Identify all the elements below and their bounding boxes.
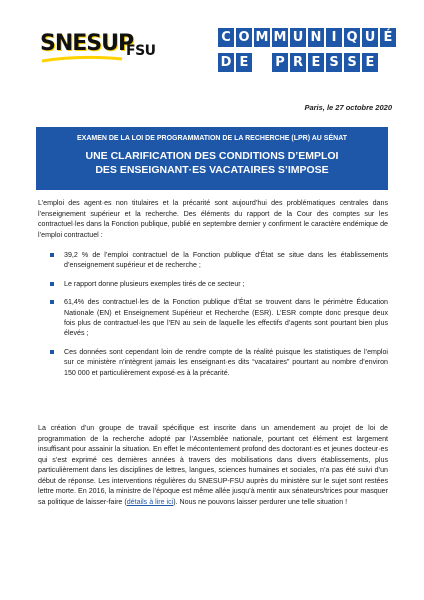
- dateline: Paris, le 27 octobre 2020: [304, 103, 392, 112]
- bullet-square-icon: [50, 253, 54, 257]
- intro-paragraph: L’emploi des agent·es non titulaires et la précarité sont aujourd’hui des problématiques centrales dans l’enseignement supérieur et la recherche. Des éléments du rapport de la Cour des comptes sur les contractuel·les dans la Fonction publique, publié en septembre dernier y confirment le caractère endémique de l’emploi contractuel :: [38, 199, 388, 239]
- title-letter-tile: U: [362, 28, 378, 47]
- bullet-square-icon: [50, 282, 54, 286]
- title-letter-tile: C: [218, 28, 234, 47]
- list-item: [50, 250, 388, 271]
- headline-line-1: UNE CLARIFICATION DES CONDITIONS D’EMPLOI: [85, 150, 339, 162]
- title-letter-tile: Q: [344, 28, 360, 47]
- title-row-communique: [218, 28, 396, 47]
- title-letter-tile: M: [273, 30, 287, 45]
- snesup-fsu-logo: [40, 27, 160, 67]
- list-item: [50, 347, 388, 378]
- bullet-text: Le rapport donne plusieurs exemples tirés de ce secteur ;: [64, 279, 245, 288]
- title-letter-tile: U: [290, 28, 306, 47]
- body-paragraph: [38, 423, 388, 507]
- title-letter-tile: [254, 53, 270, 72]
- bullet-text: Ces données sont cependant loin de rendre compte de la réalité puisque les statistiques de l’emploi sur ce ministère n’intègrent jamais les enseignant·es dits “vacataires” pourtant au nombre d’environ 150 000 et particulièrement exposé·es à la précarité.: [64, 347, 388, 377]
- title-letter-tile: E: [236, 53, 252, 72]
- bullet-text: 39,2 % de l’emploi contractuel de la Fonction publique d’État se situe dans les établissements d’enseignement supérieur et de recherche ;: [64, 251, 388, 270]
- bullet-text: 61,4% des contractuel·les de la Fonction publique d’État se trouvent dans le périmètre Éducation Nationale (EN) et Enseignement Supérieur et Recherche (ESR). L’ESR compte donc presque deux fois plus de contractuel·les que l’EN au sein de laquelle les effectifs d’agents sont pourtant bien plus élevés ;: [64, 298, 388, 338]
- title-letter-tile: E: [362, 53, 378, 72]
- list-item: [50, 279, 388, 289]
- title-letter-tile: R: [290, 53, 306, 72]
- logo-union: FSU: [126, 43, 156, 59]
- title-letter-tile: I: [326, 28, 342, 47]
- title-row-de-presse: [218, 53, 396, 72]
- banner-kicker: EXAMEN DE LA LOI DE PROGRAMMATION DE LA RECHERCHE (LPR) AU SÉNAT: [76, 135, 348, 142]
- title-letter-tile: N: [308, 28, 324, 47]
- title-letter-tile: O: [236, 28, 252, 47]
- headline-line-2: DES ENSEIGNANT·ES VACATAIRES S’IMPOSE: [95, 164, 329, 176]
- list-item: [50, 297, 388, 339]
- banner-headline: [36, 149, 388, 177]
- title-letter-tile: É: [380, 28, 396, 47]
- title-letter-tile: S: [344, 53, 360, 72]
- body-text-end: ). Nous ne pouvons laisser perdurer une telle situation !: [173, 497, 348, 506]
- title-letter-tile: E: [308, 53, 324, 72]
- details-link[interactable]: détails à lire ici: [126, 497, 174, 506]
- headline-banner: [36, 127, 388, 190]
- logo-swoosh-icon: [40, 55, 124, 63]
- bullet-square-icon: [50, 300, 54, 304]
- title-letter-tile: P: [272, 53, 288, 72]
- logo-wordmark: SNESUP: [40, 31, 134, 56]
- title-letter-tile: S: [326, 53, 342, 72]
- communique-de-presse-title: [218, 28, 396, 78]
- bullet-square-icon: [50, 350, 54, 354]
- title-letter-tile: D: [218, 53, 234, 72]
- body-text: La création d’un groupe de travail spécifique est inscrite dans un amendement au projet de loi de programmation de la recherche adopté par l’Assemblée nationale, pourtant cet élément est largement insuffisant pour assainir la situation. En effet le mécontentement profond des doctorant·es et jeunes docteur·es qui s’est exprimé ces dernières années à travers des mobilisations dans divers établissements, plus particulièrement dans les disciplines de lettres, langues, sciences humaines et sociales, n’a pas été suivi d’un début de réponse. Les interventions régulières du SNESUP-FSU auprès du ministère sur le sujet sont restées lettre morte. En 2016, la ministre de l’époque est même allée jusqu’à mentir aux sénateurs/trices pour masquer sa politique de laisser-faire (: [38, 424, 388, 506]
- bullet-list: [50, 250, 388, 386]
- title-letter-tile: M: [255, 30, 269, 45]
